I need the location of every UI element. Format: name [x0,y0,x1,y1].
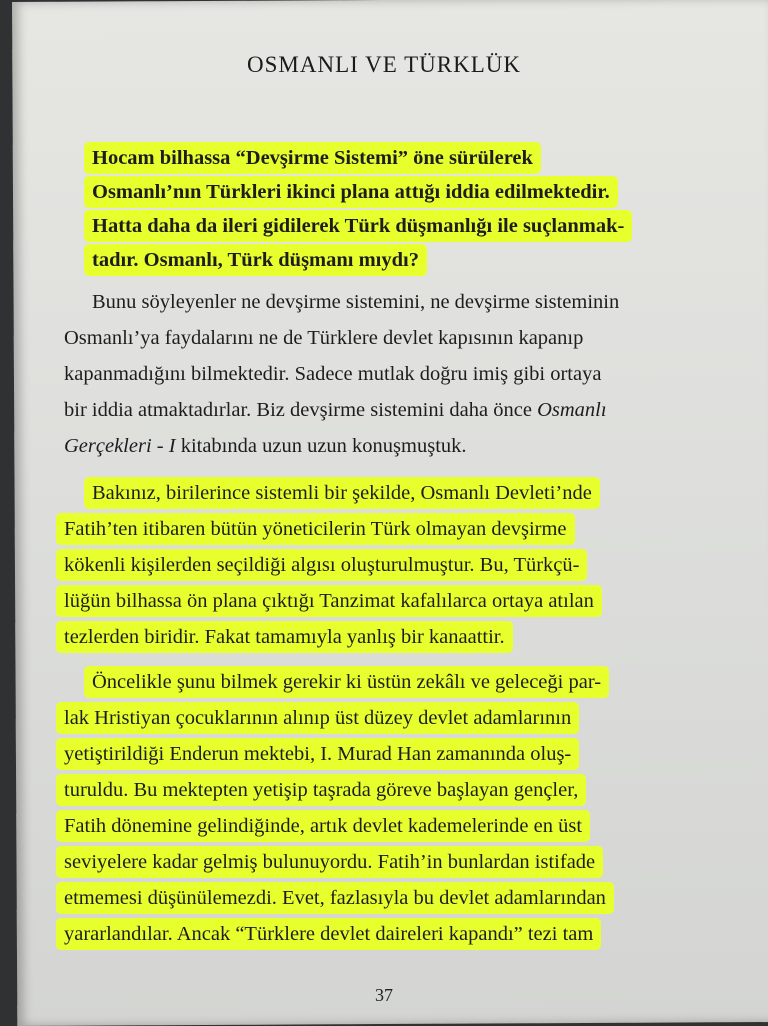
highlighted-line: Fatih dönemine gelindiğinde, artık devlet kademelerinde en üst [58,812,588,840]
highlighted-line: tezlerden biridir. Fakat tamamıyla yanlış bir kanaattir. [58,623,511,651]
paragraph-line: Gerçekleri - I kitabında uzun uzun konuşmuştuk. [64,435,467,457]
highlighted-line: Bakınız, birilerince sistemli bir şekilde, Osmanlı Devleti’nde [86,479,598,507]
highlighted-line: yetiştirildiği Enderun mektebi, I. Murad Han zamanında oluş- [58,740,577,768]
highlighted-line: Fatih’ten itibaren bütün yöneticilerin Türk olmayan devşirme [58,515,573,543]
question-line: Hocam bilhassa “Devşirme Sistemi” öne sürülerek [86,144,539,172]
highlighted-line: seviyelere kadar gelmiş bulunuyordu. Fatih’in bunlardan istifade [58,848,601,876]
book-title-italic: Gerçekleri - I [64,435,176,457]
highlighted-line: lak Hristiyan çocuklarının alınıp üst düzey devlet adamlarının [58,704,577,732]
highlighted-line: turuldu. Bu mektepten yetişip taşrada göreve başlayan gençler, [58,776,584,804]
book-title-italic: Osmanlı [537,399,607,421]
highlighted-line: Öncelikle şunu bilmek gerekir ki üstün zekâlı ve geleceği par- [86,668,607,696]
question-line: Hatta daha da ileri gidilerek Türk düşmanlığı ile suçlanmak- [86,212,630,240]
highlighted-line: yararlandılar. Ancak “Türklere devlet daireleri kapandı” tezi tam [58,920,599,948]
paragraph-line: bir iddia atmaktadırlar. Biz devşirme sistemini daha önce Osmanlı [64,399,607,421]
paragraph-line: Bunu söyleyenler ne devşirme sistemini, ne devşirme sisteminin [92,291,620,313]
page-number: 37 [375,985,393,1005]
highlighted-line: etmemesi düşünülemezdi. Evet, fazlasıyla bu devlet adamlarından [58,884,612,912]
highlighted-line: kökenli kişilerden seçildiği algısı oluşturulmuştur. Bu, Türkçü- [58,551,585,579]
question-line: tadır. Osmanlı, Türk düşmanı mıydı? [86,246,425,274]
highlighted-line: lüğün bilhassa ön plana çıktığı Tanzimat kafalılarca ortaya atılan [58,587,600,615]
paragraph-line: Osmanlı’ya faydalarını ne de Türklere devlet kapısının kapanıp [64,327,584,349]
running-header: OSMANLI VE TÜRKLÜK [247,52,521,77]
paragraph-line: kapanmadığını bilmektedir. Sadece mutlak doğru imiş gibi ortaya [64,363,602,385]
question-line: Osmanlı’nın Türkleri ikinci plana attığı iddia edilmektedir. [86,178,616,206]
